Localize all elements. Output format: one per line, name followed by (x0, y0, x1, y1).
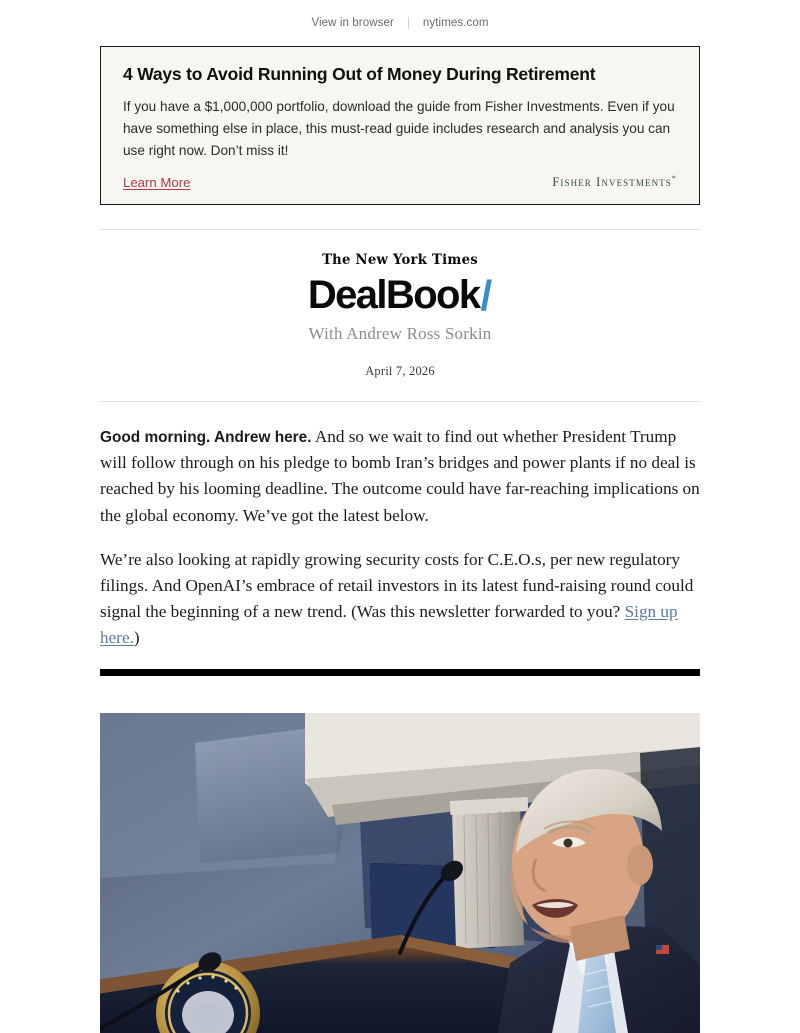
dealbook-wordmark: DealBook (307, 273, 480, 318)
preheader-bar (0, 0, 800, 46)
advertiser-name: Fisher Investments (552, 175, 672, 190)
masthead-tagline: With Andrew Ross Sorkin (308, 324, 492, 344)
ad-footer (123, 174, 677, 190)
nyt-wordmark: The New York Times (322, 252, 478, 269)
ad-body-text: If you have a $1,000,000 portfolio, download the guide from Fisher Investments. Even if you have something else in place, this must-read guide includes research and analysis you can use right now. Don’t miss it! (123, 99, 675, 159)
dealbook-slash-icon: / (480, 272, 493, 320)
lead-photo-image (100, 713, 700, 1033)
dealbook-logo (0, 272, 800, 320)
sign-up-link[interactable]: Sign up here. (100, 602, 678, 648)
divider-above-body (100, 401, 700, 402)
masthead (0, 230, 800, 344)
section-divider-bar (100, 669, 700, 676)
advertiser-trademark-mark: * (671, 174, 677, 184)
learn-more-link[interactable]: Learn More (123, 175, 191, 191)
advertisement-box[interactable] (100, 46, 700, 205)
preheader-separator (408, 17, 409, 29)
lead-photo-container[interactable] (100, 713, 700, 1033)
greeting-lead: Good morning. Andrew here. (100, 429, 312, 447)
paragraph-1-text: And so we wait to find out whether President Trump will follow through on his pledge to bomb Iran’s bridges and power plants if no deal is reached by his looming deadline. The outcome could have far-reaching implications on the global economy. We’ve got the latest below. (100, 427, 700, 525)
body-copy (0, 424, 800, 651)
view-in-browser-link[interactable]: View in browser (311, 17, 394, 29)
advertisement-container (0, 46, 800, 205)
paragraph-2-text-before: We’re also looking at rapidly growing security costs for C.E.O.s, per new regulatory filings. And OpenAI’s embrace of retail investors in its latest fund-raising round could signal the beginning of a new trend. (Was this newsletter forwarded to you? (100, 549, 694, 622)
fisher-investments-logo (552, 174, 677, 190)
nytimes-domain-link[interactable]: nytimes.com (422, 17, 489, 29)
paragraph-2-text-after: ) (133, 628, 140, 648)
ad-headline: 4 Ways to Avoid Running Out of Money During Retirement (123, 64, 596, 84)
paragraph-2 (100, 547, 700, 652)
paragraph-1 (100, 424, 700, 529)
issue-date: April 7, 2026 (365, 364, 435, 379)
